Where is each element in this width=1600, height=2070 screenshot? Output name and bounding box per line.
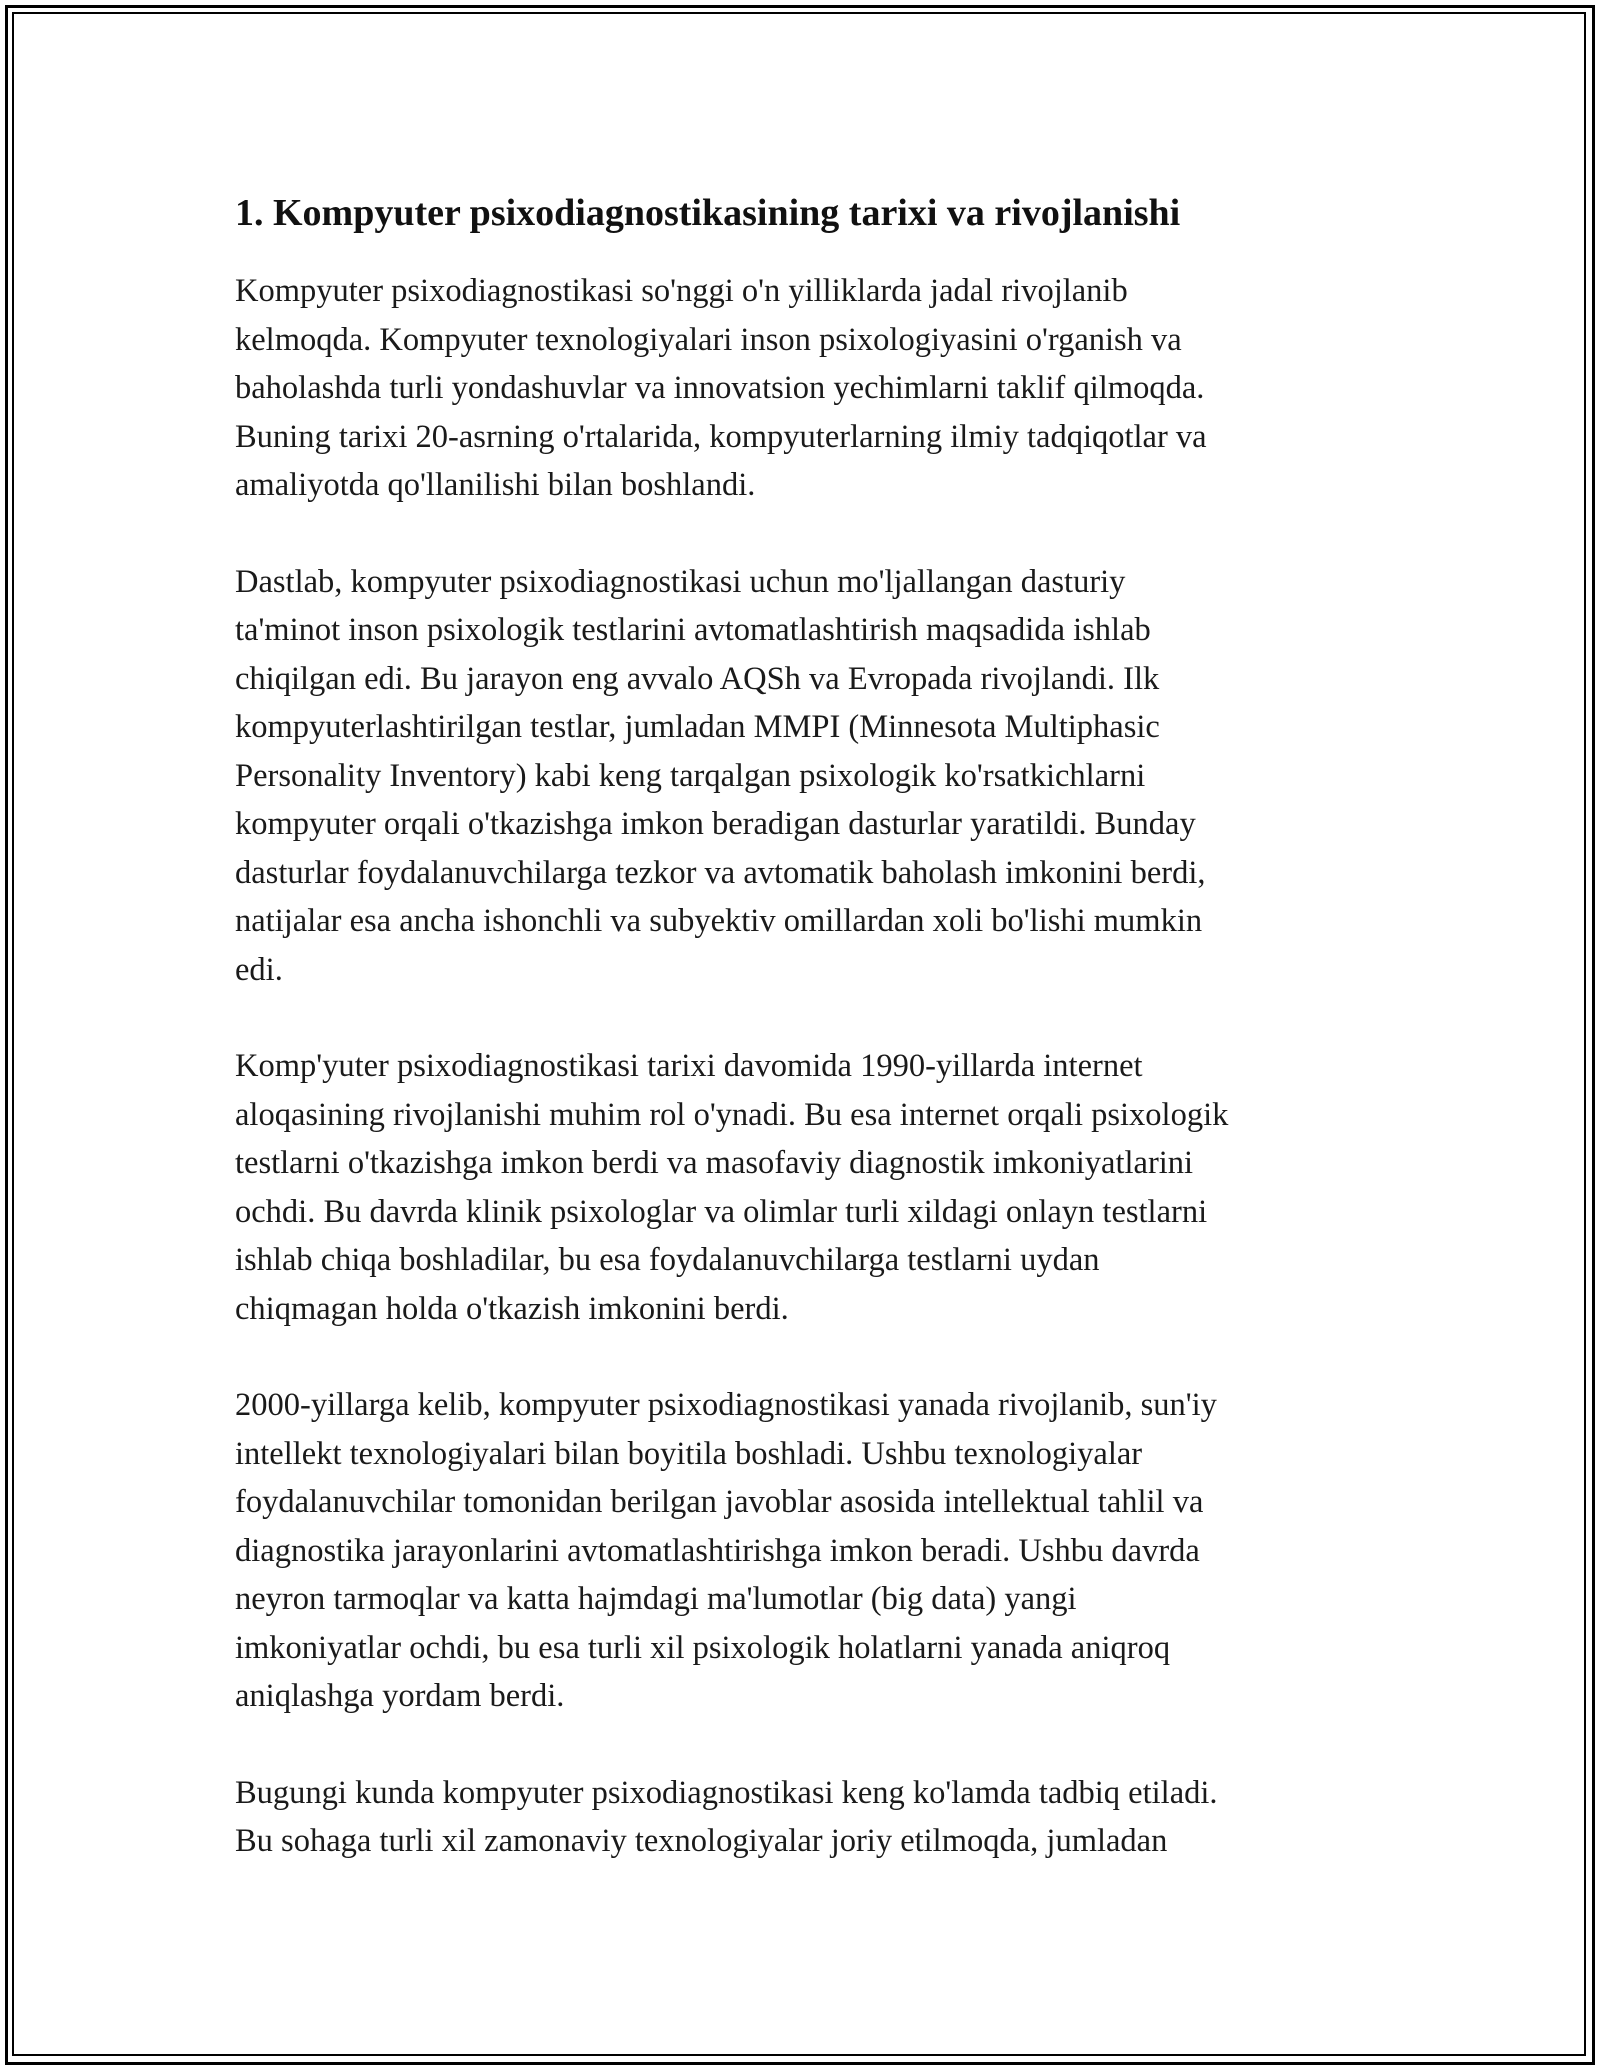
text-line: Komp'yuter psixodiagnostikasi tarixi davomida 1990-yillarda internet bbox=[235, 1048, 1143, 1084]
text-line: natijalar esa ancha ishonchli va subyektiv omillardan xoli bo'lishi mumkin bbox=[235, 903, 1203, 939]
text-line: 2000-yillarga kelib, kompyuter psixodiagnostikasi yanada rivojlanib, sun'iy bbox=[235, 1387, 1217, 1423]
text-line: neyron tarmoqlar va katta hajmdagi ma'lumotlar (big data) yangi bbox=[235, 1581, 1077, 1617]
text-line: Bugungi kunda kompyuter psixodiagnostikasi keng ko'lamda tadbiq etiladi. bbox=[235, 1774, 1218, 1811]
text-line: Bu sohaga turli xil zamonaviy texnologiyalar joriy etilmoqda, jumladan bbox=[235, 1823, 1168, 1859]
text-line: Dastlab, kompyuter psixodiagnostikasi uchun mo'ljallangan dasturiy bbox=[235, 563, 1126, 600]
text-line: ta'minot inson psixologik testlarini avtomatlashtirish maqsadida ishlab bbox=[235, 612, 1151, 648]
text-line: kompyuterlashtirilgan testlar, jumladan MMPI (Minnesota Multiphasic bbox=[235, 709, 1160, 745]
text-line: imkoniyatlar ochdi, bu esa turli xil psixologik holatlarni yanada aniqroq bbox=[235, 1629, 1171, 1666]
text-line: amaliyotda qo'llanilishi bilan boshlandi. bbox=[235, 467, 756, 503]
text-line: ochdi. Bu davrda klinik psixologlar va olimlar turli xildagi onlayn testlarni bbox=[235, 1193, 1208, 1230]
paragraph-2 bbox=[235, 558, 1375, 995]
text-line: ishlab chiqa boshladilar, bu esa foydalanuvchilarga testlarni uydan bbox=[235, 1242, 1100, 1278]
text-line: kompyuter orqali o'tkazishga imkon beradigan dasturlar yaratildi. Bunday bbox=[235, 806, 1196, 842]
text-line: chiqmagan holda o'tkazish imkonini berdi. bbox=[235, 1290, 789, 1327]
paragraph-1 bbox=[235, 267, 1375, 510]
text-line: aniqlashga yordam berdi. bbox=[235, 1678, 565, 1714]
section-heading: 1. Kompyuter psixodiagnostikasining tarixi va rivojlanishi bbox=[235, 192, 1181, 234]
text-line: Kompyuter psixodiagnostikasi so'nggi o'n yilliklarda jadal rivojlanib bbox=[235, 273, 1128, 309]
text-line: Buning tarixi 20-asrning o'rtalarida, kompyuterlarning ilmiy tadqiqotlar va bbox=[235, 418, 1207, 455]
document-body bbox=[235, 185, 1375, 1914]
text-line: chiqilgan edi. Bu jarayon eng avvalo AQSh va Evropada rivojlandi. Ilk bbox=[235, 660, 1160, 697]
text-line: intellekt texnologiyalari bilan boyitila boshladi. Ushbu texnologiyalar bbox=[235, 1435, 1143, 1472]
text-line: diagnostika jarayonlarini avtomatlashtirishga imkon beradi. Ushbu davrda bbox=[235, 1532, 1200, 1569]
text-line: aloqasining rivojlanishi muhim rol o'ynadi. Bu esa internet orqali psixologik bbox=[235, 1096, 1229, 1133]
text-line: foydalanuvchilar tomonidan berilgan javoblar asosida intellektual tahlil va bbox=[235, 1484, 1204, 1520]
text-line: baholashda turli yondashuvlar va innovatsion yechimlarni taklif qilmoqda. bbox=[235, 370, 1205, 406]
text-line: dasturlar foydalanuvchilarga tezkor va avtomatik baholash imkonini berdi, bbox=[235, 854, 1206, 891]
paragraph-5 bbox=[235, 1769, 1375, 1866]
paragraph-3 bbox=[235, 1042, 1375, 1333]
text-line: Personality Inventory) kabi keng tarqalgan psixologik ko'rsatkichlarni bbox=[235, 757, 1146, 794]
text-line: kelmoqda. Kompyuter texnologiyalari inson psixologiyasini o'rganish va bbox=[235, 321, 1182, 358]
text-line: edi. bbox=[235, 951, 283, 988]
paragraph-4 bbox=[235, 1381, 1375, 1721]
text-line: testlarni o'tkazishga imkon berdi va masofaviy diagnostik imkoniyatlarini bbox=[235, 1145, 1194, 1181]
